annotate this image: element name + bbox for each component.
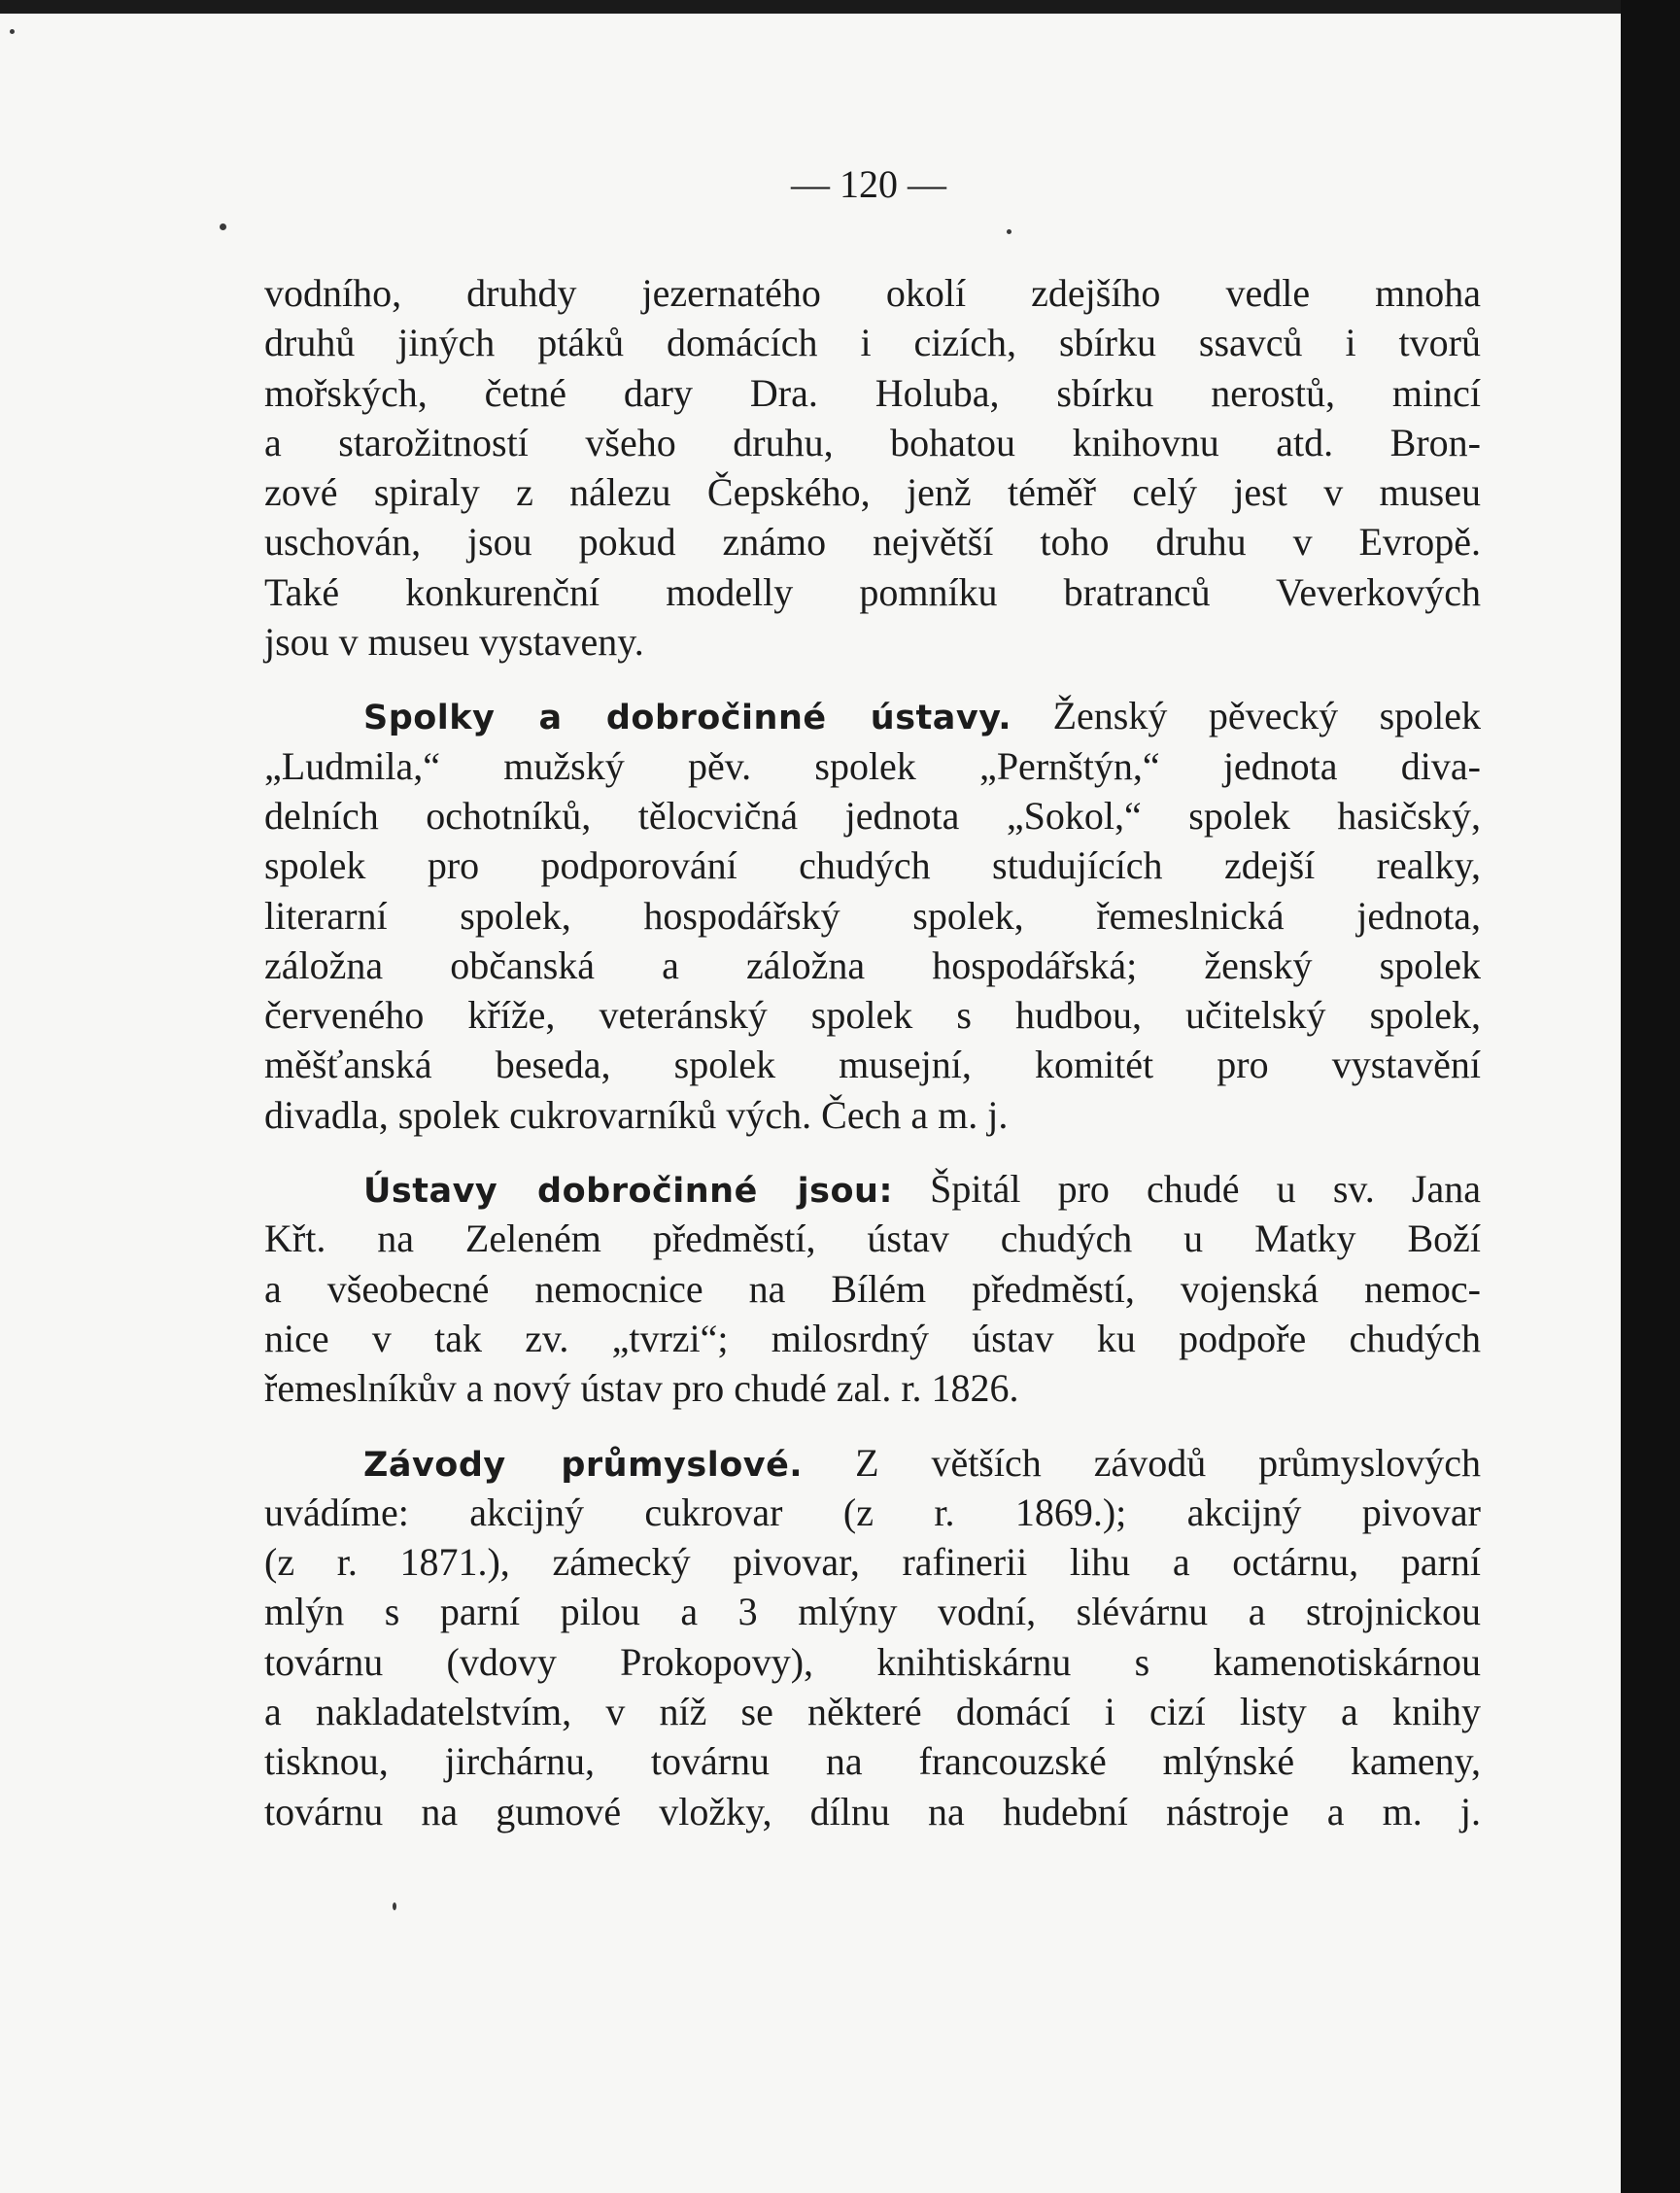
paragraph-industry xyxy=(264,1438,1481,1836)
text-line: zové spiraly z nálezu Čepského, jenž téměř celý jest v museu xyxy=(264,470,1481,515)
text-line: záložna občanská a záložna hospodářská; ženský spolek xyxy=(264,942,1481,987)
text-run: Špitál pro chudé u sv. Jana xyxy=(930,1167,1481,1212)
text-line: měšťanská beseda, spolek musejní, komitét pro vystavění xyxy=(264,1043,1481,1087)
text-line: a nakladatelstvím, v níž se některé domácí i cizí listy a knihy xyxy=(264,1690,1481,1734)
ink-speck xyxy=(10,29,15,34)
text-line: „Ludmila,“ mužský pěv. spolek „Pernštýn,“ jednota diva- xyxy=(264,743,1481,788)
paragraph-charities xyxy=(264,1164,1481,1413)
text-line: delních ochotníků, tělocvičná jednota „Sokol,“ spolek hasičský, xyxy=(264,793,1481,838)
text-line: divadla, spolek cukrovarníků vých. Čech a m. j. xyxy=(264,1092,1009,1137)
text-line: a starožitností všeho druhu, bohatou knihovnu atd. Bron- xyxy=(264,420,1481,464)
text-line: uschován, jsou pokud známo největší toho druhu v Evropě. xyxy=(264,520,1481,565)
scan-dark-edge xyxy=(1621,0,1680,2193)
text-run: Z větších závodů průmyslových xyxy=(855,1440,1482,1485)
section-heading: Ústavy dobročinné jsou: xyxy=(363,1172,893,1212)
text-line: jsou v museu vystaveny. xyxy=(264,620,644,665)
text-line xyxy=(264,691,1481,740)
paragraph-museum xyxy=(264,268,1481,667)
text-run: Ženský pěvecký spolek xyxy=(1052,694,1482,738)
text-line xyxy=(264,1438,1481,1488)
text-line: červeného kříže, veteránský spolek s hudbou, učitelský spolek, xyxy=(264,993,1481,1038)
text-line: nice v tak zv. „tvrzi“; milosrdný ústav ku podpoře chudých xyxy=(264,1316,1481,1360)
text-line: řemeslníkův a nový ústav pro chudé zal. r. 1826. xyxy=(264,1366,1019,1411)
text-line: továrnu (vdovy Prokopovy), knihtiskárnu s kamenotiskárnou xyxy=(264,1639,1481,1684)
body-text xyxy=(264,268,1481,1836)
ink-speck xyxy=(220,223,226,230)
section-heading: Spolky a dobročinné ústavy. xyxy=(363,699,1012,738)
paragraph-societies xyxy=(264,691,1481,1140)
ink-speck xyxy=(393,1902,396,1910)
text-line: (z r. 1871.), zámecký pivovar, rafinerii lihu a octárnu, parní xyxy=(264,1540,1481,1585)
text-line: spolek pro podporování chudých studujících zdejší realky, xyxy=(264,843,1481,888)
text-line: továrnu na gumové vložky, dílnu na hudební nástroje a m. j. xyxy=(264,1789,1481,1833)
text-line: tisknou, jirchárnu, továrnu na francouzské mlýnské kameny, xyxy=(264,1739,1481,1784)
text-line: Křt. na Zeleném předměstí, ústav chudých u Matky Boží xyxy=(264,1216,1481,1261)
text-line: druhů jiných ptáků domácích i cizích, sbírku ssavců i tvorů xyxy=(264,321,1481,365)
text-line: mořských, četné dary Dra. Holuba, sbírku nerostů, mincí xyxy=(264,370,1481,415)
text-line: uvádíme: akcijný cukrovar (z r. 1869.); akcijný pivovar xyxy=(264,1490,1481,1534)
ink-speck xyxy=(1007,229,1011,234)
text-line: a všeobecné nemocnice na Bílém předměstí, vojenská nemoc- xyxy=(264,1266,1481,1311)
text-line xyxy=(264,1164,1481,1214)
section-heading: Závody průmyslové. xyxy=(363,1445,804,1485)
page-number: — 120 — xyxy=(791,162,946,206)
text-line: Také konkurenční modelly pomníku bratranců Veverkových xyxy=(264,569,1481,614)
text-line: literarní spolek, hospodářský spolek, řemeslnická jednota, xyxy=(264,893,1481,938)
text-line: mlýn s parní pilou a 3 mlýny vodní, slévárnu a strojnickou xyxy=(264,1590,1481,1634)
text-line: vodního, druhdy jezernatého okolí zdejšího vedle mnoha xyxy=(264,271,1481,315)
